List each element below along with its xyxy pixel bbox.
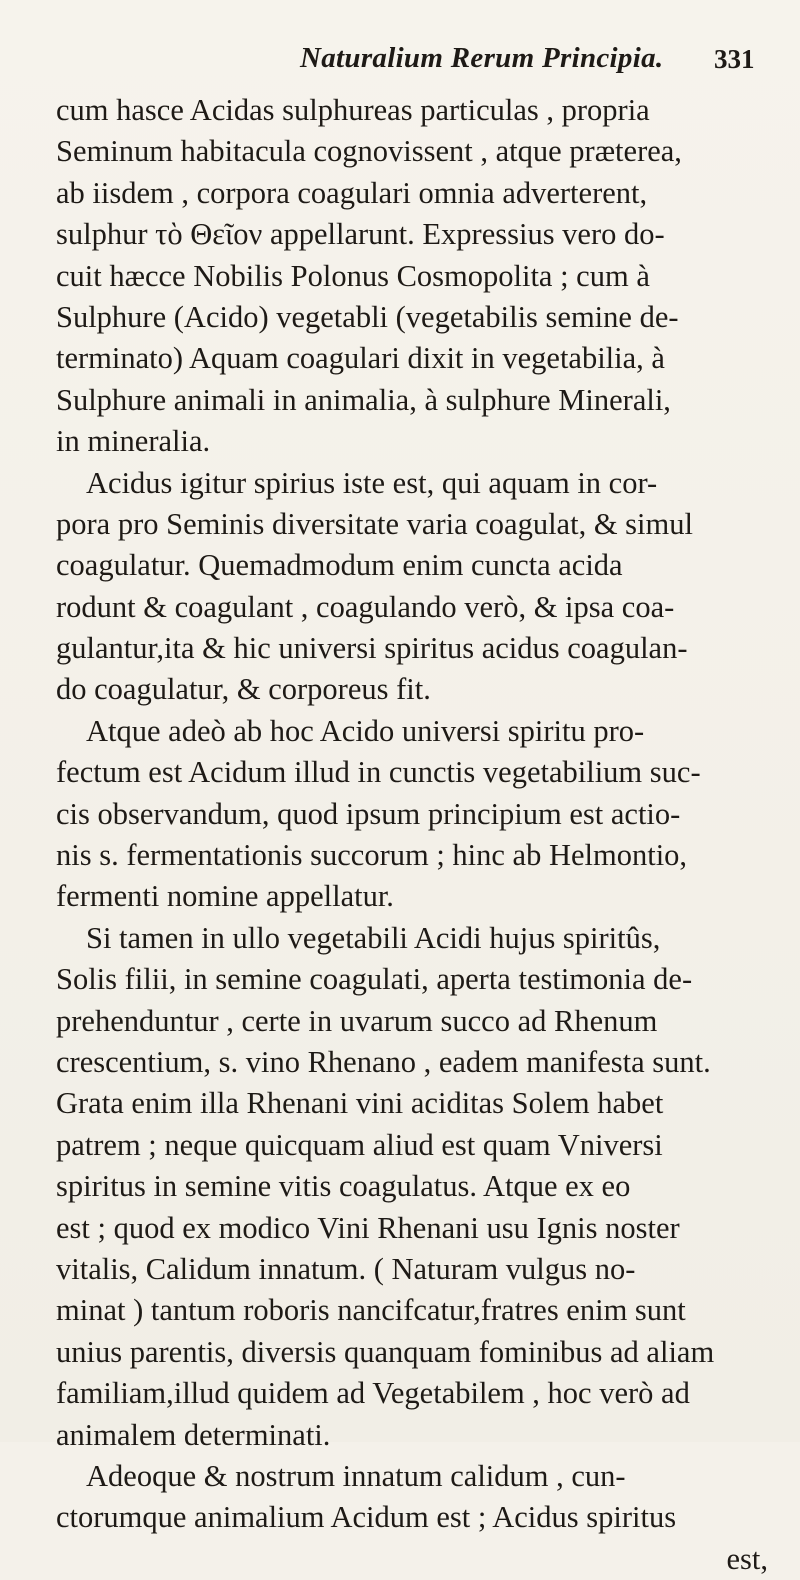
body-text bbox=[56, 90, 768, 1580]
text-line: cuit hæcce Nobilis Polonus Cosmopolita ; cum à bbox=[56, 258, 650, 293]
page-number: 331 bbox=[714, 44, 755, 74]
text-line: familiam,illud quidem ad Vegetabilem , hoc verò ad bbox=[56, 1376, 690, 1411]
text-line: do coagulatur, & corporeus fit. bbox=[56, 672, 431, 707]
text-line: nis s. fermentationis succorum ; hinc ab Helmontio, bbox=[56, 838, 688, 873]
text-line: fermenti nomine appellatur. bbox=[56, 879, 394, 914]
paragraph-start-line: Atque adeò ab hoc Acido universi spiritu pro- bbox=[86, 713, 645, 748]
text-line: animalem determinati. bbox=[56, 1417, 331, 1452]
page-header bbox=[0, 42, 800, 82]
text-line: Sulphure (Acido) vegetabli (vegetabilis semine de- bbox=[56, 299, 679, 334]
text-line: patrem ; neque quicquam aliud est quam Vniversi bbox=[56, 1127, 663, 1162]
text-line: fectum est Acidum illud in cunctis vegetabilium suc- bbox=[56, 755, 701, 790]
text-line: minat ) tantum roboris nancifcatur,fratres enim sunt bbox=[56, 1293, 686, 1328]
text-line: ab iisdem , corpora coagulari omnia adverterent, bbox=[56, 175, 648, 210]
text-line: cum hasce Acidas sulphureas particulas , propria bbox=[56, 93, 650, 127]
text-line: in mineralia. bbox=[56, 424, 211, 459]
text-line: prehenduntur , certe in uvarum succo ad Rhenum bbox=[56, 1003, 658, 1038]
text-line: spiritus in semine vitis coagulatus. Atque ex eo bbox=[56, 1169, 631, 1204]
text-line: terminato) Aquam coagulari dixit in vegetabilia, à bbox=[56, 341, 665, 376]
text-line: rodunt & coagulant , coagulando verò, & ipsa coa- bbox=[56, 589, 675, 624]
text-line: crescentium, s. vino Rhenano , eadem manifesta sunt. bbox=[56, 1044, 711, 1079]
text-line: est ; quod ex modico Vini Rhenani usu Ignis noster bbox=[56, 1210, 680, 1245]
text-line: unius parentis, diversis quanquam fominibus ad aliam bbox=[56, 1334, 715, 1369]
paragraph-start-line: Adeoque & nostrum innatum calidum , cun- bbox=[86, 1458, 626, 1493]
paragraph-start-line: Si tamen in ullo vegetabili Acidi hujus spiritûs, bbox=[86, 920, 661, 955]
text-line: cis observandum, quod ipsum principium est actio- bbox=[56, 796, 681, 831]
text-line: Seminum habitacula cognovissent , atque præterea, bbox=[56, 134, 682, 169]
text-line: Sulphure animali in animalia, à sulphure Minerali, bbox=[56, 382, 671, 417]
text-line: ctorumque animalium Acidum est ; Acidus spiritus bbox=[56, 1500, 677, 1535]
text-line: sulphur τὸ Θεῖον appellarunt. Expressius vero do- bbox=[56, 217, 665, 252]
text-line: pora pro Seminis diversitate varia coagulat, & simul bbox=[56, 506, 693, 541]
text-line: Grata enim illa Rhenani vini aciditas Solem habet bbox=[56, 1086, 664, 1121]
catchword: est, bbox=[726, 1541, 768, 1576]
text-line: gulantur,ita & hic universi spiritus acidus coagulan- bbox=[56, 631, 688, 666]
text-line: coagulatur. Quemadmodum enim cuncta acida bbox=[56, 548, 623, 583]
running-head: Naturalium Rerum Principia. bbox=[300, 42, 664, 74]
text-line: Solis filii, in semine coagulati, aperta testimonia de- bbox=[56, 962, 693, 997]
text-line: vitalis, Calidum innatum. ( Naturam vulgus no- bbox=[56, 1251, 636, 1286]
paragraph-start-line: Acidus igitur spirius iste est, qui aquam in cor- bbox=[86, 465, 658, 500]
